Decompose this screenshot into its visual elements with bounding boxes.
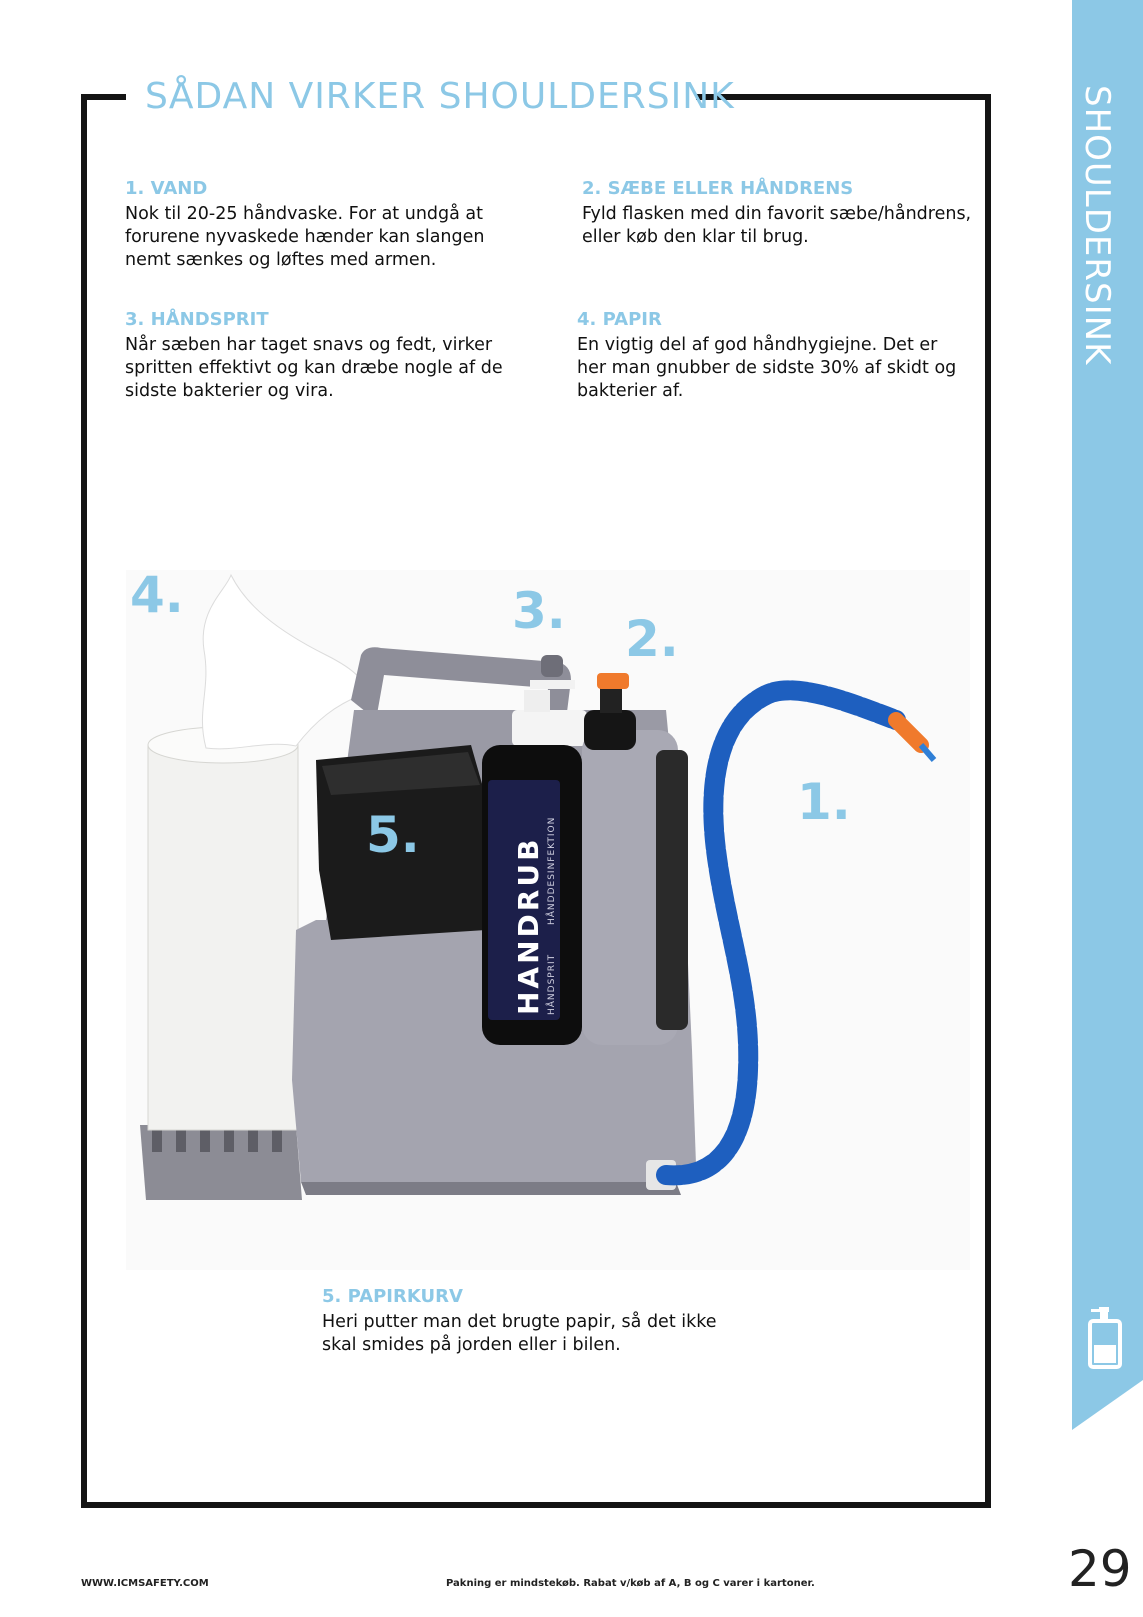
text-line: Heri putter man det brugte papir, så det ikke bbox=[322, 1312, 717, 1332]
footer-website[interactable]: WWW.ICMSAFETY.COM bbox=[81, 1578, 209, 1589]
text-line: her man gnubber de sidste 30% af skidt og bbox=[577, 358, 957, 378]
text-line: bakterier af. bbox=[577, 381, 684, 401]
page-number: 29 bbox=[1068, 1540, 1132, 1598]
text-line: Nok til 20-25 håndvaske. For at undgå at bbox=[125, 204, 483, 224]
sidebar-label: SHOULDERSINK bbox=[1077, 85, 1117, 366]
photo-label-3: 3. bbox=[512, 582, 566, 640]
text-line: eller køb den klar til brug. bbox=[582, 227, 809, 247]
text-line: Når sæben har taget snavs og fedt, virker bbox=[125, 335, 493, 355]
bottle-sub2-label: HÅNDDESINFEKTION bbox=[547, 816, 557, 925]
sidebar-corner bbox=[1072, 1380, 1143, 1430]
product-photo bbox=[126, 570, 970, 1270]
text-line: skal smides på jorden eller i bilen. bbox=[322, 1335, 621, 1355]
bottle-sub1-label: HÅNDSPRIT bbox=[547, 953, 557, 1015]
section-papirkurv-body bbox=[322, 1311, 717, 1357]
footer-note: Pakning er mindstekøb. Rabat v/køb af A, B og C varer i kartoner. bbox=[446, 1578, 815, 1589]
section-saebe-heading: 2. SÆBE ELLER HÅNDRENS bbox=[582, 178, 854, 199]
section-saebe-body bbox=[582, 203, 971, 249]
section-haandsprit-heading: 3. HÅNDSPRIT bbox=[125, 309, 269, 330]
section-papirkurv-heading: 5. PAPIRKURV bbox=[322, 1286, 463, 1307]
section-papir-body bbox=[577, 334, 956, 403]
photo-label-5: 5. bbox=[366, 806, 420, 864]
bottle-brand-label: HANDRUB bbox=[512, 836, 545, 1015]
soap-bottle-icon bbox=[1088, 1305, 1122, 1373]
section-haandsprit-body bbox=[125, 334, 503, 403]
photo-label-2: 2. bbox=[625, 610, 679, 668]
photo-label-4: 4. bbox=[130, 566, 184, 624]
text-line: nemt sænkes og løftes med armen. bbox=[125, 250, 437, 270]
text-line: forurene nyvaskede hænder kan slangen bbox=[125, 227, 485, 247]
section-vand-body bbox=[125, 203, 484, 272]
text-line: sidste bakterier og vira. bbox=[125, 381, 334, 401]
text-line: En vigtig del af god håndhygiejne. Det er bbox=[577, 335, 938, 355]
photo-label-1: 1. bbox=[797, 773, 851, 831]
section-vand-heading: 1. VAND bbox=[125, 178, 208, 199]
text-line: spritten effektivt og kan dræbe nogle af de bbox=[125, 358, 503, 378]
text-line: Fyld flasken med din favorit sæbe/håndrens, bbox=[582, 204, 972, 224]
page-title: SÅDAN VIRKER SHOULDERSINK bbox=[145, 76, 735, 117]
section-papir-heading: 4. PAPIR bbox=[577, 309, 662, 330]
